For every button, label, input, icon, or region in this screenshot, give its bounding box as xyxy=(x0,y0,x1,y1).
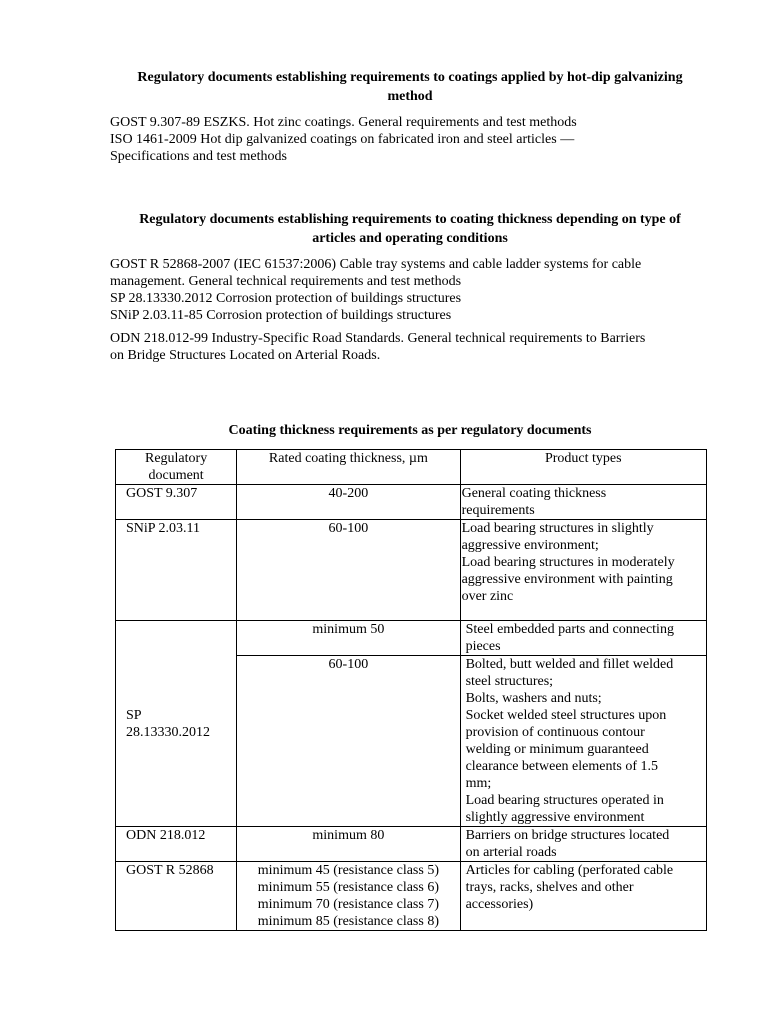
section2-line: GOST R 52868-2007 (IEC 61537:2006) Cable tray systems and cable ladder systems for cable xyxy=(110,257,642,272)
section2-line: SP 28.13330.2012 Corrosion protection of buildings structures xyxy=(110,291,462,306)
product-line: welding or minimum guaranteed xyxy=(465,742,649,757)
product-line: Bolts, washers and nuts; xyxy=(465,691,602,706)
thickness-line: minimum 70 (resistance class 7) xyxy=(257,897,439,912)
section1-heading-line2: method xyxy=(387,89,433,104)
thickness-line: minimum 45 (resistance class 5) xyxy=(257,863,439,878)
cell-product xyxy=(460,827,706,862)
cell-product xyxy=(460,621,706,656)
cell-product xyxy=(460,520,706,621)
section2-line: management. General technical requirements and test methods xyxy=(110,274,462,289)
product-line: accessories) xyxy=(465,897,534,912)
section1-heading xyxy=(100,68,720,106)
table-row xyxy=(116,827,707,862)
odn-paragraph xyxy=(110,330,710,364)
table-row xyxy=(116,621,707,656)
cell-thickness: 60-100 xyxy=(237,520,460,621)
cell-document: ODN 218.012 xyxy=(116,827,237,862)
cell-thickness: 60-100 xyxy=(237,656,460,827)
cell-thickness xyxy=(237,862,460,931)
cell-document: GOST 9.307 xyxy=(116,485,237,520)
header-coating-thickness: Rated coating thickness, µm xyxy=(237,450,460,485)
product-line: on arterial roads xyxy=(465,845,557,860)
table-row xyxy=(116,520,707,621)
cell-product xyxy=(460,656,706,827)
doc-line: SP xyxy=(126,707,142,723)
product-line: mm; xyxy=(465,776,492,791)
product-line: steel structures; xyxy=(465,674,554,689)
section2-line: SNiP 2.03.11-85 Corrosion protection of buildings structures xyxy=(110,308,452,323)
product-line: Load bearing structures in slightly xyxy=(461,521,654,536)
header-regulatory-document xyxy=(116,450,237,485)
product-line: provision of continuous contour xyxy=(465,725,645,740)
cell-document: SNiP 2.03.11 xyxy=(116,520,237,621)
section1-heading-line1: Regulatory documents establishing requirements to coatings applied by hot-dip galvanizing xyxy=(137,70,683,85)
product-line: requirements xyxy=(461,503,535,518)
section1-documents xyxy=(110,114,710,165)
odn-line: on Bridge Structures Located on Arterial Roads. xyxy=(110,348,381,363)
doc-line: 28.13330.2012 xyxy=(126,724,210,740)
cell-thickness: minimum 80 xyxy=(237,827,460,862)
cell-document: GOST R 52868 xyxy=(116,862,237,931)
cell-thickness: 40-200 xyxy=(237,485,460,520)
section1-line: Specifications and test methods xyxy=(110,149,287,164)
header-text: Regulatory xyxy=(144,451,208,466)
table-header-row xyxy=(116,450,707,485)
product-line: Barriers on bridge structures located xyxy=(465,828,670,843)
product-line: slightly aggressive environment xyxy=(465,810,645,825)
requirements-table xyxy=(115,449,707,931)
product-line: over zinc xyxy=(461,589,514,604)
section2-heading-line1: Regulatory documents establishing requirements to coating thickness depending on type of xyxy=(139,212,681,227)
cell-product xyxy=(460,862,706,931)
table-row xyxy=(116,862,707,931)
thickness-line: minimum 55 (resistance class 6) xyxy=(257,880,439,895)
product-line: clearance between elements of 1.5 xyxy=(465,759,658,774)
product-line: aggressive environment; xyxy=(461,538,599,553)
product-line: aggressive environment with painting xyxy=(461,572,673,587)
product-line: pieces xyxy=(465,639,501,654)
section2-documents xyxy=(110,256,710,324)
thickness-line: minimum 85 (resistance class 8) xyxy=(257,914,439,929)
header-product-types: Product types xyxy=(460,450,706,485)
section1-line: GOST 9.307-89 ESZKS. Hot zinc coatings. General requirements and test methods xyxy=(110,115,577,130)
cell-document xyxy=(116,621,237,827)
cell-product xyxy=(460,485,706,520)
header-text: document xyxy=(148,468,204,483)
odn-line: ODN 218.012-99 Industry-Specific Road Standards. General technical requirements to Barriers xyxy=(110,331,646,346)
product-line: Load bearing structures operated in xyxy=(465,793,664,808)
product-line: Bolted, butt welded and fillet welded xyxy=(465,657,674,672)
product-line: Articles for cabling (perforated cable xyxy=(465,863,674,878)
product-line: trays, racks, shelves and other xyxy=(465,880,634,895)
product-line: Socket welded steel structures upon xyxy=(465,708,667,723)
product-line: General coating thickness xyxy=(461,486,607,501)
section1-line: ISO 1461-2009 Hot dip galvanized coatings on fabricated iron and steel articles — xyxy=(110,132,575,147)
product-line: Steel embedded parts and connecting xyxy=(465,622,674,637)
section2-heading-line2: articles and operating conditions xyxy=(312,231,508,246)
table-caption: Coating thickness requirements as per regulatory documents xyxy=(228,423,592,438)
table-row xyxy=(116,485,707,520)
section2-heading xyxy=(100,210,720,248)
product-line: Load bearing structures in moderately xyxy=(461,555,675,570)
cell-thickness: minimum 50 xyxy=(237,621,460,656)
